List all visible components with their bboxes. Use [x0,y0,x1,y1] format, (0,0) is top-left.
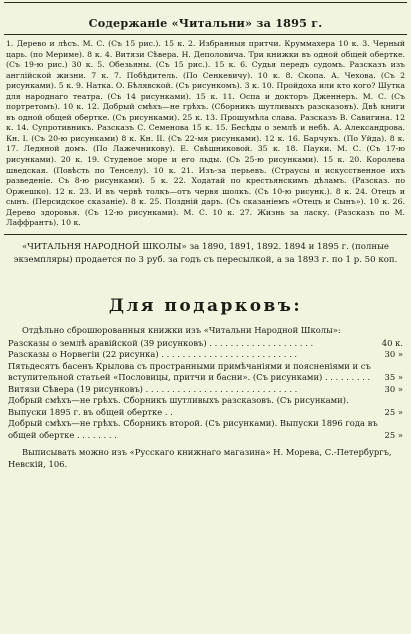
middle-rule [4,234,407,235]
page [0,2,411,634]
gift-item [8,395,403,418]
gift-item [8,361,403,384]
gift-item-price: 30 » [384,349,403,360]
gift-item-price: 25 » [384,429,403,440]
gift-item-price: 35 » [384,372,403,383]
gift-item-price: 40 к. [381,337,403,348]
gift-item [8,338,403,350]
ordering-info: Выписывать можно изъ «Русскаго книжнаго магазина» Н. Морева, С.-Петербургъ, Невскій, 106. [8,447,392,469]
gift-item [8,418,403,441]
gift-item [8,384,403,396]
gifts-intro: Отдѣльно сброшюрованныя книжки изъ «Читальни Народной Школы»: [22,324,341,335]
title-rule [4,34,407,35]
subscription-offer: «ЧИТАЛЬНЯ НАРОДНОЙ ШКОЛЫ» за 1890, 1891, 1892. 1894 и 1895 г. (полные экземпляры) продается по 3 руб. за годъ съ пересылкой, а за 1893 г. по 1 р. 50 коп. [13,241,398,265]
gift-item-text: Витязи Сѣвера (19 рисунковъ) . . . . . . . . . . . . . . . . . . . . . . . . . . . . . [8,383,298,394]
gifts-title: Для подарковъ: [108,295,303,316]
gift-item-text: Добрый смѣхъ—не грѣхъ. Сборникъ шутливыхъ разсказовъ. (Съ рисунками). Выпуски 1895 г. въ общей обертке . . [8,395,349,417]
contents-body: 1. Дерево и лѣсъ. М. С. (Съ 15 рис.). 15 к. 2. Избранныя притчи. Круммахера 10 к. 3. Черный царь. (по Мериме). 8 к. 4. Витязи Сѣвера. Н. Деполовича. Три книжки въ одной общей обертке. (Съ 19-ю рис.) 30 к. 5. Обезьяны. (Съ 15 рис.). 15 к. 6. Судья передъ судомъ. Разсказъ изъ англійской жизни. 7 к. 7. Побѣдитель. (По Сенкевичу). 10 к. 8. Скопа. А. Чехова. (Съ 2 рисунками). 5 к. 9. Натка. О. Бѣлявской. (Съ рисункомъ). 3 к. 10. Пройдоха или кто кого? Шутка для народнаго театра. (Съ 14 рисунками). 15 к. 11. Оспа и докторъ Дженнеръ. М. С. (Съ портретомъ). 10 к. 12. Добрый смѣхъ—не грѣхъ. (Сборникъ шутливыхъ разсказовъ). Двѣ книги въ одной общей обертке. (Съ рисунками). 25 к. 13. Прошумѣла слава. Разсказъ В. Савигина. 12 к. 14. Супротивникъ. Разсказъ С. Семенова 15 к. 15. Бесѣды о землѣ и небѣ. А. Александрова. Кн. I. (Съ 20-ю рисунками) 8 к. Кн. II. (Съ 22-мя рисунками). 12 к. 16. Барчукъ. (По Уйда). 8 к. 17. Ледяной домъ. (По Лажечникову). Е. Свѣшниковой. 35 к. 18. Пауки. М. С. (Съ 17-ю рисунками). 20 к. 19. Студеное море и его льды. (Съ 25-ю рисунками). 15 к. 20. Королева шведская. (Повѣсть по Тенселу). 10 к. 21. Изъ-за перьевъ. (Страусы и искусственное ихъ разведеніе. Съ 8-ю рисунками). 5 к. 22. Ходатай по крестьянскимъ дѣламъ. (Разсказ. по Оржешко). 12 к. 23. И въ червѣ толкъ—отъ червя шолкъ. (Съ 10-ю рисунк.). 8 к. 24. Отецъ и сынъ. (Персидское сказаніе). 8 к. 25. Поздній даръ. (Съ сказаніемъ «Отецъ и Сынъ»). 10 к. 26. Дерево здоровья. (Съ 12-ю рисунками). М. С. 10 к. 27. Жизнь за ласку. (Разсказъ по М. Лаффрантъ). 10 к. [6,39,405,228]
gift-list [8,338,403,442]
gift-item-text: Добрый смѣхъ—не грѣхъ. Сборникъ второй. (Съ рисунками). Выпуски 1896 года въ общей обертке . . . . . . . . [8,418,378,440]
contents-title: Содержаніе «Читальни» за 1895 г. [88,16,323,30]
gift-item [8,349,403,361]
gift-item-text: Пятьдесятъ басенъ Крылова съ пространными примѣчаніями и поясненіями и съ вступительной статьей «Пословицы, притчи и басни». (Съ рисунками) . . . . . . . . . [8,360,371,383]
gift-item-price: 25 » [384,406,403,417]
gift-item-price: 30 » [384,383,403,394]
gift-item-text: Разсказы о Норвегіи (22 рисунка) . . . . . . . . . . . . . . . . . . . . . . . . . . [8,349,298,360]
gift-item-text: Разсказы о землѣ аравійской (39 рисунковъ) . . . . . . . . . . . . . . . . . . . . [8,337,314,348]
